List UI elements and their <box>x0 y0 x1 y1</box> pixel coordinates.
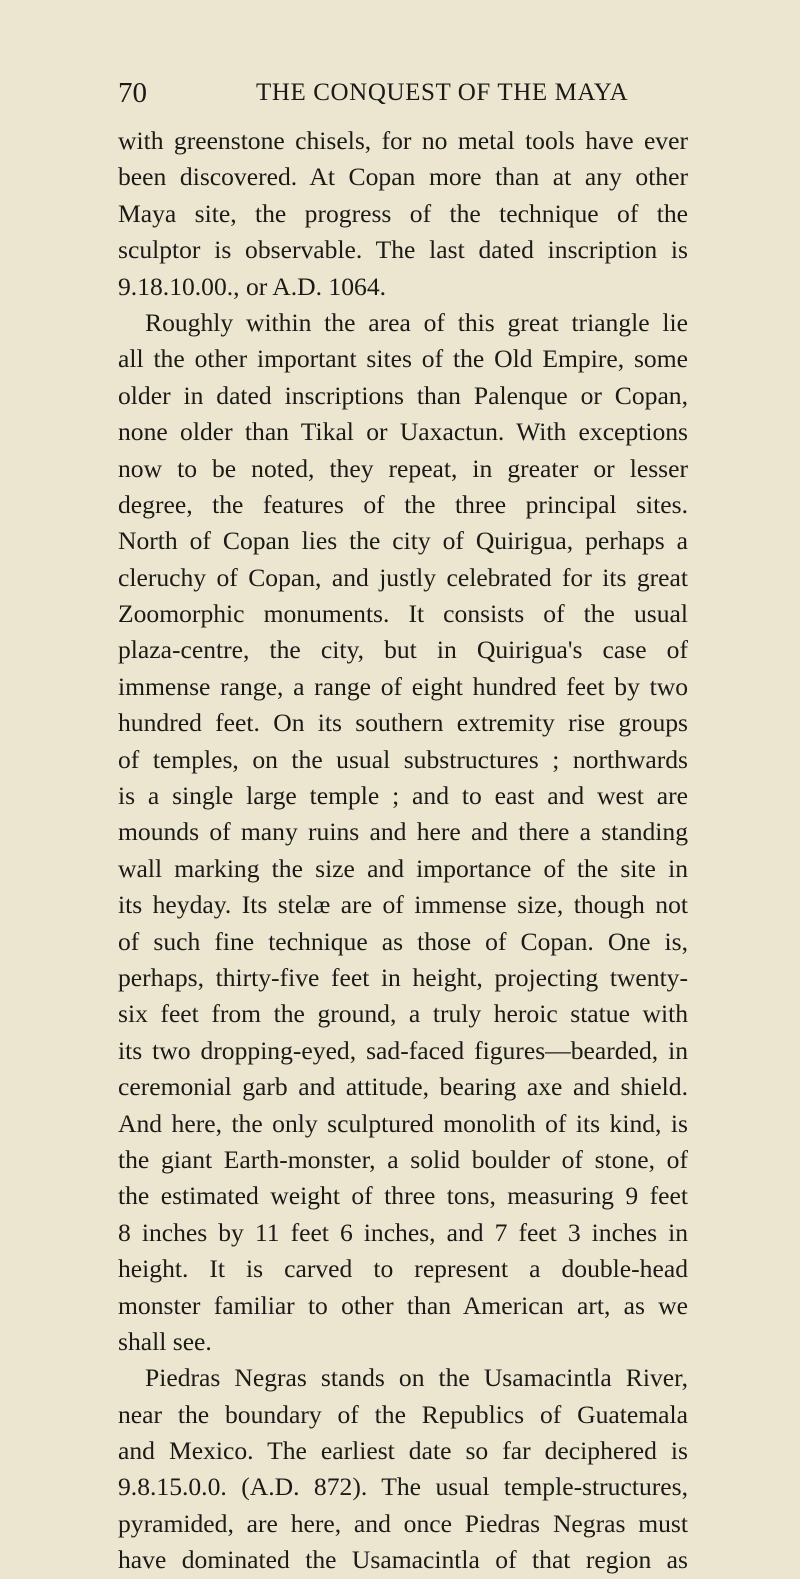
text-line: Zoomorphic monuments. It consists of the usual <box>118 599 688 629</box>
text-line: perhaps, thirty-five feet in height, projecting twenty- <box>118 962 688 992</box>
text-line: with greenstone chisels, for no metal tools have ever <box>118 126 688 155</box>
text-line: 9.18.10.00., or A.D. 1064. <box>118 271 387 301</box>
text-line: Maya site, the progress of the technique of the <box>118 198 688 228</box>
text-line: all the other important sites of the Old Empire, some <box>118 344 688 374</box>
text-line: ceremonial garb and attitude, bearing axe and shield. <box>118 1072 688 1102</box>
text-line: its heyday. Its stelæ are of immense size, though not <box>118 890 688 920</box>
page-number: 70 <box>118 77 147 109</box>
text-line: Piedras Negras stands on the Usamacintla River, <box>145 1363 688 1393</box>
text-line: immense range, a range of eight hundred feet by two <box>118 671 688 701</box>
text-line: its two dropping-eyed, sad-faced figures—bearded, in <box>118 1035 688 1065</box>
text-line: none older than Tikal or Uaxactun. With exceptions <box>118 417 688 447</box>
text-line: wall marking the size and importance of the site in <box>118 853 688 883</box>
text-line: 9.8.15.0.0. (A.D. 872). The usual temple-structures, <box>118 1472 688 1502</box>
text-line: and Mexico. The earliest date so far deciphered is <box>118 1436 688 1466</box>
text-line: of such fine technique as those of Copan. One is, <box>118 926 688 956</box>
text-line: North of Copan lies the city of Quirigua, perhaps a <box>118 526 688 556</box>
text-line: near the boundary of the Republics of Guatemala <box>118 1399 688 1429</box>
running-head <box>118 73 688 113</box>
text-line: been discovered. At Copan more than at any other <box>118 162 688 192</box>
text-line: older in dated inscriptions than Palenque or Copan, <box>118 380 688 410</box>
text-line: now to be noted, they repeat, in greater or lesser <box>118 453 688 483</box>
text-line: height. It is carved to represent a double-head <box>118 1254 688 1284</box>
text-line: plaza-centre, the city, but in Quirigua's case of <box>118 635 688 665</box>
text-line: Roughly within the area of this great triangle lie <box>145 307 688 337</box>
text-line: is a single large temple ; and to east and west are <box>118 781 688 811</box>
text-line: degree, the features of the three principal sites. <box>118 489 688 519</box>
text-line: cleruchy of Copan, and justly celebrated for its great <box>118 562 688 592</box>
text-line: monster familiar to other than American art, as we <box>118 1290 688 1320</box>
running-title: THE CONQUEST OF THE MAYA <box>256 79 629 106</box>
text-line: hundred feet. On its southern extremity rise groups <box>118 708 688 738</box>
text-line: shall see. <box>118 1326 212 1356</box>
text-line: pyramided, are here, and once Piedras Negras must <box>118 1508 688 1538</box>
text-line: of temples, on the usual substructures ; northwards <box>118 744 688 774</box>
body-text <box>118 123 688 1579</box>
text-line: mounds of many ruins and here and there a standing <box>118 817 688 847</box>
text-line: have dominated the Usamacintla of that region as <box>118 1545 688 1575</box>
text-line: the estimated weight of three tons, measuring 9 feet <box>118 1181 688 1211</box>
text-line: sculptor is observable. The last dated inscription is <box>118 235 688 265</box>
text-line: 8 inches by 11 feet 6 inches, and 7 feet 3 inches in <box>118 1217 688 1247</box>
text-line: the giant Earth-monster, a solid boulder of stone, of <box>118 1144 688 1174</box>
text-line: And here, the only sculptured monolith of its kind, is <box>118 1108 688 1138</box>
text-line: six feet from the ground, a truly heroic statue with <box>118 999 688 1029</box>
